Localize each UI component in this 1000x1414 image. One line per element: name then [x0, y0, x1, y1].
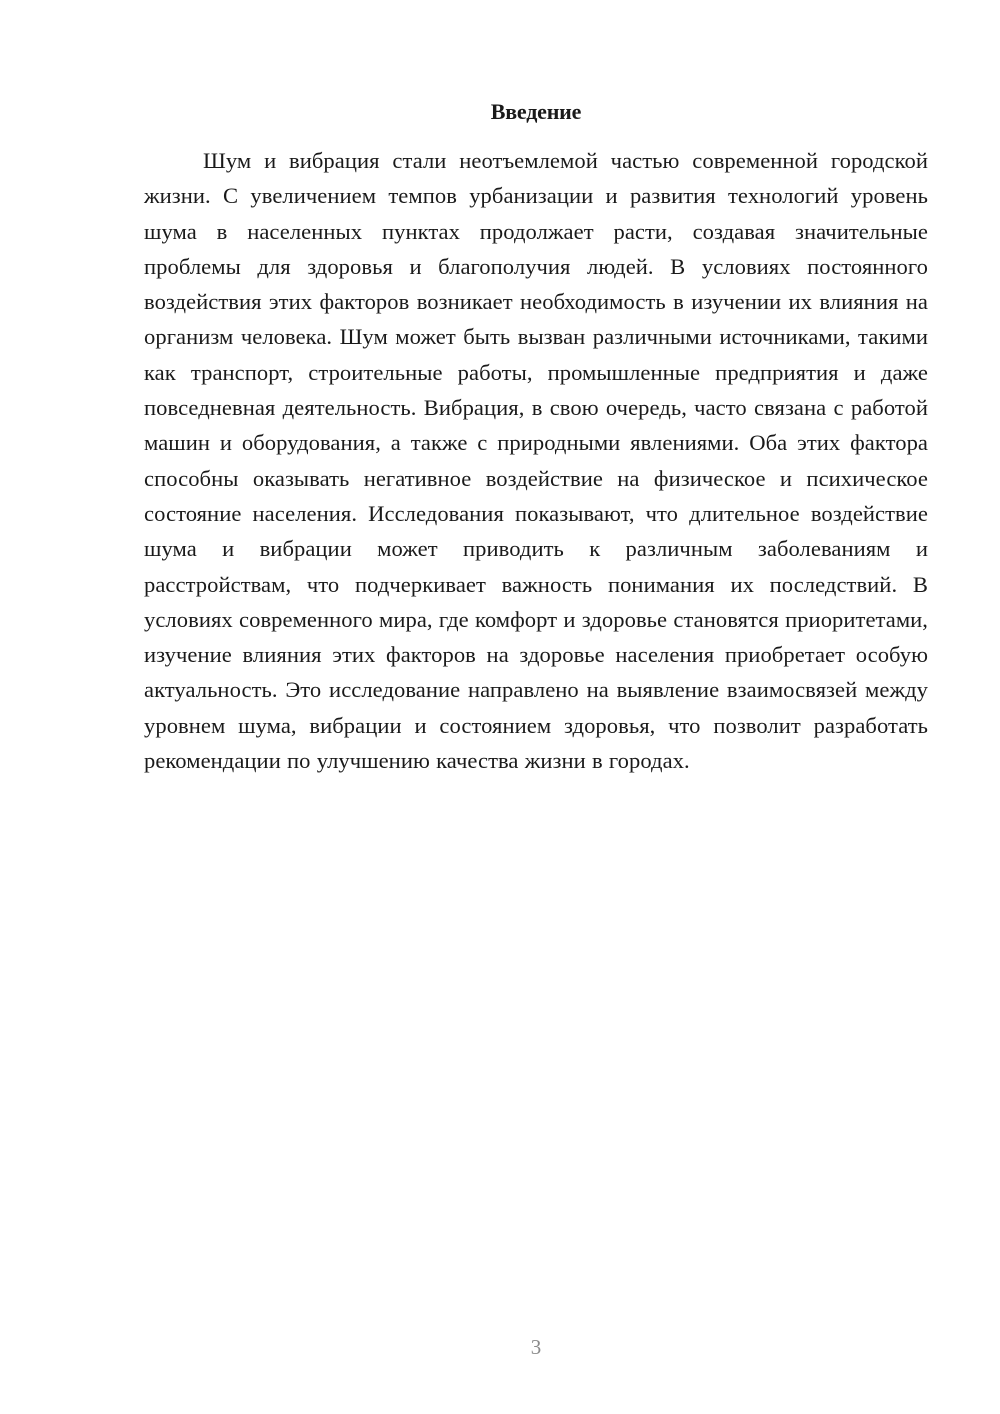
intro-paragraph: Шум и вибрация стали неотъемлемой частью современной городской жизни. С увеличением темпов урбанизации и развития технологий уровень шума в населенных пунктах продолжает расти, создавая значительные проблемы для здоровья и благополучия людей. В условиях постоянного воздействия этих факторов возникает необходимость в изучении их влияния на организм человека. Шум может быть вызван различными источниками, такими как транспорт, строительные работы, промышленные предприятия и даже повседневная деятельность. Вибрация, в свою очередь, часто связана с работой машин и оборудования, а также с природными явлениями. Оба этих фактора способны оказывать негативное воздействие на физическое и психическое состояние населения. Исследования показывают, что длительное воздействие шума и вибрации может приводить к различным заболеваниям и расстройствам, что подчеркивает важность понимания их последствий. В условиях современного мира, где комфорт и здоровье становятся приоритетами, изучение влияния этих факторов на здоровье населения приобретает особую актуальность. Это исследование направлено на выявление взаимосвязей между уровнем шума, вибрации и состоянием здоровья, что позволит разработать рекомендации по улучшению качества жизни в городах. [144, 148, 928, 774]
page-number: 3 [530, 1335, 542, 1359]
section-heading: Введение [490, 99, 582, 124]
